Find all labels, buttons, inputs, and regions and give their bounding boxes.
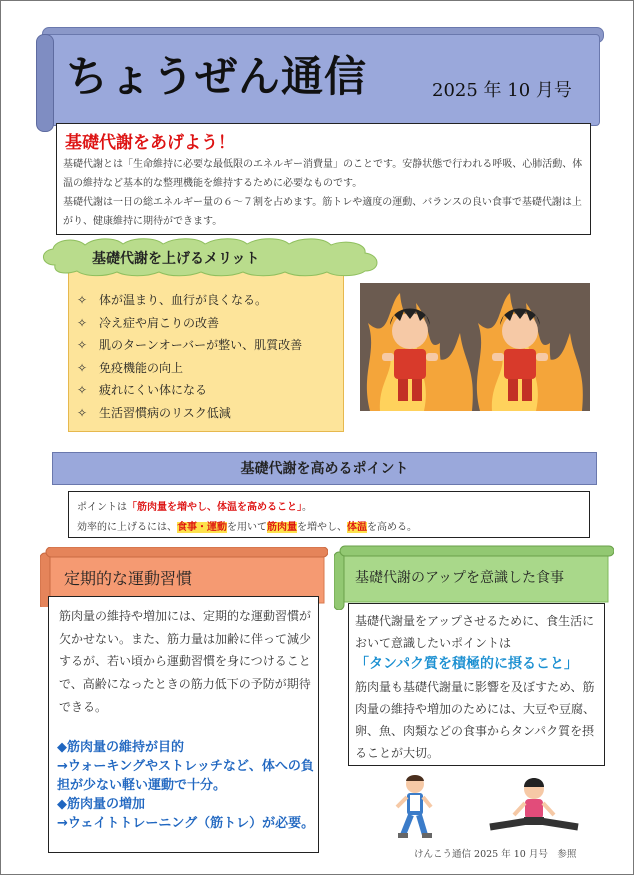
sparkle-icon: ✧ — [77, 338, 88, 352]
exercise-point: →ウェイトトレーニング（筋トレ）が必要。 — [57, 816, 315, 831]
diet-highlight: 「タンパク質を積極的に摂ること」 — [355, 656, 579, 672]
sparkle-icon: ✧ — [77, 293, 88, 307]
diet-box — [348, 603, 605, 766]
list-item-text: 免疫機能の向上 — [99, 360, 184, 375]
exercise-heading: 定期的な運動習慣 — [64, 569, 193, 588]
footer-source: けんこう通信 2025 年 10 月号 参照 — [414, 849, 577, 860]
list-item-text: 肌のターンオーバーが整い、肌質改善 — [99, 338, 303, 352]
sparkle-icon: ✧ — [77, 405, 88, 420]
list-item-text: 体が温まり、血行が良くなる。 — [99, 293, 268, 307]
exercise-points — [57, 738, 319, 833]
merit-heading: 基礎代謝を上げるメリット — [92, 251, 260, 267]
list-item-text: 冷え症や肩こりの改善 — [99, 315, 220, 330]
sparkle-icon: ✧ — [77, 315, 88, 330]
exercise-point: ◆筋肉量の維持が目的 — [57, 740, 184, 755]
diet-body-1: 基礎代謝量をアップさせるために、食生活において意識したいポイントは — [355, 614, 595, 650]
diet-heading: 基礎代謝のアップを意識した食事 — [355, 570, 565, 586]
fire-illustration — [360, 283, 590, 411]
list-item — [77, 379, 302, 402]
list-item — [77, 312, 302, 335]
sparkle-icon: ✧ — [77, 360, 88, 375]
intro-box — [56, 123, 591, 235]
merit-box — [68, 266, 344, 432]
merit-list — [77, 289, 302, 424]
list-item-text: 生活習慣病のリスク低減 — [99, 405, 231, 420]
newsletter-title: ちょうぜん通信 — [66, 52, 368, 101]
intro-title: 基礎代謝をあげよう！ — [65, 133, 235, 153]
points-line-1: ポイントは「筋肉量を増やし、体温を高めること」。 — [77, 502, 312, 513]
list-item-text: 疲れにくい体になる — [99, 383, 208, 397]
issue-date: 2025 年 10 月号 — [432, 80, 572, 101]
list-item — [77, 334, 302, 357]
list-item — [77, 289, 302, 312]
points-heading: 基礎代謝を高めるポイント — [240, 461, 409, 477]
points-banner — [52, 452, 597, 485]
exercise-box — [48, 596, 319, 853]
list-item — [77, 402, 302, 425]
stretching-person-illustration — [484, 775, 584, 837]
intro-body — [63, 155, 585, 231]
walking-person-illustration — [393, 773, 435, 843]
exercise-body: 筋肉量の維持や増加には、定期的な運動習慣が欠かせない。また、筋力量は加齢に伴って減少するが、若い頃から運動習慣を身につけることで、高齢になったときの筋力低下の予防が期待できる。 — [59, 609, 312, 714]
list-item — [77, 357, 302, 380]
intro-paragraph: 基礎代謝とは「生命維持に必要な最低限のエネルギー消費量」のことです。安静状態で行われる呼吸、心肺活動、体温の維持など基本的な整理機能を維持するために必要なものです。 — [63, 159, 583, 189]
exercise-point: →ウォーキングやストレッチなど、体への負担が少ない軽い運動で十分。 — [57, 759, 314, 793]
exercise-point: ◆筋肉量の増加 — [57, 797, 145, 812]
points-box — [68, 491, 590, 538]
intro-paragraph: 基礎代謝は一日の総エネルギー量の６～７割を占めます。筋トレや適度の運動、バランスの良い食事で基礎代謝は上がり、健康維持に期待ができます。 — [63, 197, 582, 227]
diet-body-2: 筋肉量も基礎代謝量に影響を及ぼすため、筋肉量の維持や増加のためには、大豆や豆腐、卵、魚、肉類などの食事からタンパク質を摂ることが大切。 — [355, 680, 596, 760]
points-line-2: 効率的に上げるには、食事・運動を用いて筋肉量を増やし、体温を高める。 — [77, 522, 417, 533]
sparkle-icon: ✧ — [77, 383, 88, 397]
header-scroll-left — [36, 34, 54, 132]
